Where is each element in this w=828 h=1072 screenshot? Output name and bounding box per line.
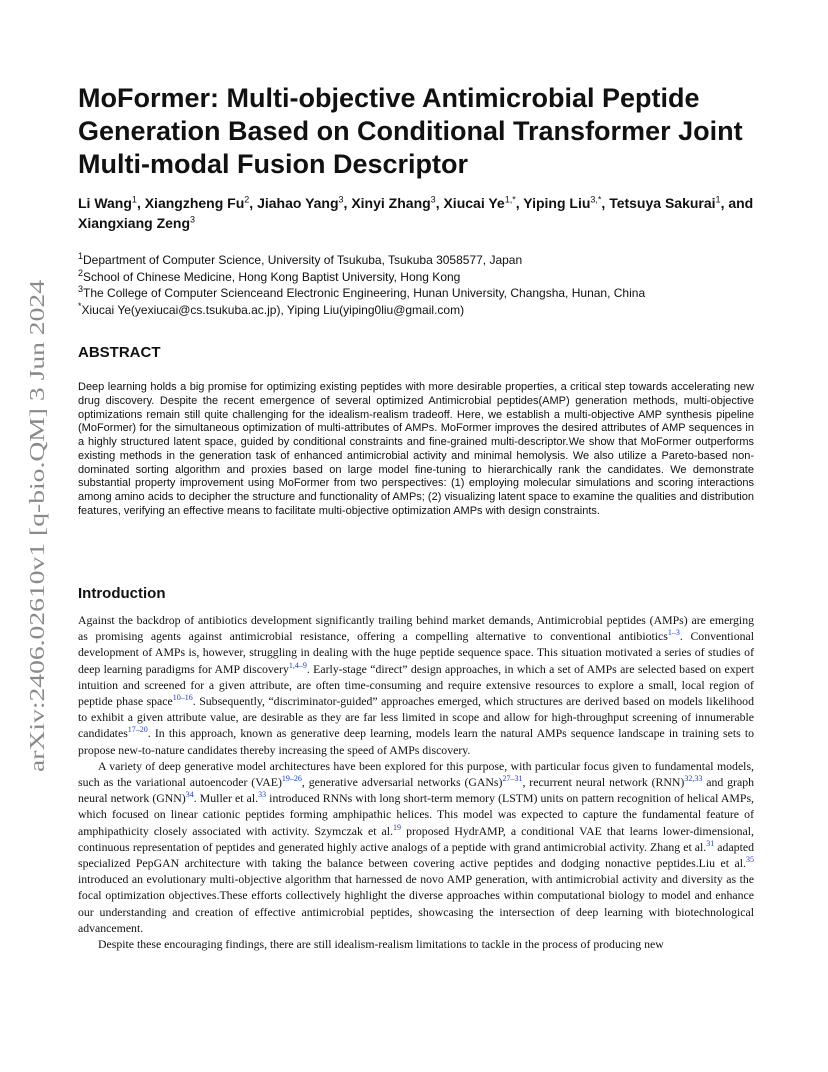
author-affiliation-mark: 2 [244,194,250,205]
affiliation-line [78,302,768,319]
affiliation-text: Department of Computer Science, University of Tsukuba, Tsukuba 3058577, Japan [83,253,523,267]
introduction-heading: Introduction [78,585,166,602]
citation-link: 32,33 [684,774,703,784]
citation-link: 17–20 [127,725,148,735]
affiliation-text: Xiucai Ye(yexiucai@cs.tsukuba.ac.jp), Yiping Liu(yiping0liu@gmail.com) [81,302,465,317]
author-separator: , [343,195,352,211]
author-separator: , [601,195,610,211]
body-text: A variety of deep generative model architectures have been explored for this purpose, with particular focus given to fundamental models, such as the variational autoencoder (VAE) [78,758,754,790]
citation-link: 10–16 [172,693,193,703]
body-text: proposed HydrAMP, a conditional VAE that learns lower-dimensional, continuous representation of peptides and generated highly active analogs of a peptide with grand antimicrobial activity. Zhang et al. [78,823,754,854]
author-name: Li Wang [78,195,132,211]
affiliation-list [78,252,768,318]
author-affiliation-mark: 1 [131,194,137,205]
paper-title: MoFormer: Multi-objective Antimicrobial Peptide Generation Based on Conditional Transformer Joint Multi-modal Fusion Descriptor [78,83,743,179]
author-name: Xiangzheng Fu [144,195,245,211]
author-affiliation-mark: 1,* [504,194,516,205]
author-separator: , [136,195,145,211]
body-text: . Subsequently, “discriminator-guided” approaches emerged, which structures are derived based on models likelihood to exhibit a given attribute value, are desirable as they are far less limited in scope and allow for high-throughput screening of innumerable candidates [78,694,754,741]
abstract-heading: ABSTRACT [78,344,161,361]
introduction-body [78,612,754,952]
body-paragraph [78,936,754,952]
affiliation-mark: 3 [78,284,84,294]
body-text: Against the backdrop of antibiotics development significantly trailing behind market demands, Antimicrobial peptides (AMPs) are emerging as promising agents against antimicrobial resistance, offering a compelling alternative to conventional antibiotics [78,613,754,644]
author-affiliation-mark: 3 [190,214,196,225]
body-paragraph [78,612,754,758]
affiliation-line [78,252,768,269]
author-name: Jiahao Yang [257,195,339,211]
body-text: and graph neural network (GNN) [78,775,754,806]
author-affiliation-mark: 3 [338,194,344,205]
body-paragraph [78,758,754,936]
body-text: . Muller et al. [193,791,259,806]
body-text: , recurrent neural network (RNN) [522,775,685,790]
affiliation-line [78,285,768,302]
body-text: . Early-stage “direct” design approaches, in which a set of AMPs are selected based on expert intuition and screened for a given attribute, are often time-consuming and require extensive resources to explore a small, local region of peptide phase space [78,661,754,709]
author-name: Tetsuya Sakurai [609,195,716,211]
author-separator: , [435,195,444,211]
body-text: introduced RNNs with long short-term memory (LSTM) units on pattern recognition of helical AMPs, which focused on linear cationic peptides forming amphipathic helices. This model was expected to capture the fundamental feature of amphipathicity closely associated with activity. Szymczak et al. [78,791,754,838]
affiliation-line [78,269,768,286]
author-list [78,193,768,233]
affiliation-text: School of Chinese Medicine, Hong Kong Baptist University, Hong Kong [83,269,461,284]
body-text: , generative adversarial networks (GANs) [301,775,503,790]
citation-link: 19 [393,822,402,832]
body-text: Despite these encouraging findings, there are still idealism-realism limitations to tackle in the process of producing new [98,937,664,952]
citation-link: 35 [746,855,754,865]
body-text: . Conventional development of AMPs is, however, struggling in dealing with the huge peptide sequence space. This situation motivated a series of studies of deep learning paradigms for AMP discovery [78,629,755,676]
author-name: Xiangxiang Zeng [78,215,191,231]
citation-link: 1,4–9 [288,660,307,670]
affiliation-mark: * [78,300,82,311]
arxiv-identifier: arXiv:2406.02610v1 [q-bio.QM] 3 Jun 2024 [25,397,49,772]
author-affiliation-mark: 3 [430,194,436,205]
author-name: Xinyi Zhang [351,195,431,211]
body-text: introduced an evolutionary multi-objective algorithm that harnessed de novo AMP generation, with antimicrobial activity and diversity as the focal optimization objectives.These efforts collectively highlight the diverse approaches within computational biology to model and enhance our understanding and creation of effective antimicrobial peptides, showcasing the intersection of deep learning with biotechnological advancement. [78,872,754,935]
author-name: Xiucai Ye [443,195,505,211]
affiliation-text: The College of Computer Scienceand Electronic Engineering, Hunan University, Changsha, Hunan, China [83,286,646,300]
affiliation-mark: 1 [78,251,84,261]
abstract-text: Deep learning holds a big promise for optimizing existing peptides with more desirable properties, a critical step towards accelerating new drug discovery. Despite the recent emergence of several optimized Antimicrobial peptides(AMP) generation methods, multi-objective optimizations remain still quite challenging for the idealism-realism tradeoff. Here, we establish a multi-objective AMP synthesis pipeline (MoFormer) for the simultaneous optimization of multi-attributes of AMPs. MoFormer improves the desired attributes of AMP sequences in a highly structured latent space, guided by conditional constraints and fine-grained multi-descriptor.We show that MoFormer outperforms existing methods in the generation task of enhanced antimicrobial activity and minimal hemolysis. We also utilize a Pareto-based non-dominated sorting algorithm and proxies based on large model fine-tuning to hierarchically rank the candidates. We demonstrate substantial property improvement using MoFormer from two perspectives: (1) employing molecular simulations and scoring interactions among amino acids to decipher the structure and functionality of AMPs; (2) visualizing latent space to examine the qualities and distribution features, verifying an effective means to facilitate multi-objective optimization AMPs with design constraints. [78,381,754,517]
author-separator: , [515,195,524,211]
citation-link: 34 [185,790,194,800]
citation-link: 31 [706,838,715,848]
body-text: adapted specialized PepGAN architecture with taking the balance between covering active peptides and dodging nonactive peptides.Liu et al. [78,839,754,871]
author-name: Yiping Liu [523,195,591,211]
citation-link: 1–3 [667,628,680,638]
citation-link: 27–31 [502,774,523,784]
author-affiliation-mark: 3,* [590,194,602,205]
author-affiliation-mark: 1 [715,194,721,205]
arxiv-watermark [22,275,52,775]
author-separator: , [249,195,258,211]
author-separator: , and [720,195,754,211]
citation-link: 19–26 [281,774,302,784]
affiliation-mark: 2 [78,267,84,278]
citation-link: 33 [258,790,267,800]
body-text: . In this approach, known as generative deep learning, models learn the natural AMPs sequence landscape in training sets to propose new-to-nature candidates thereby increasing the speed of AMPs discovery. [78,726,754,757]
